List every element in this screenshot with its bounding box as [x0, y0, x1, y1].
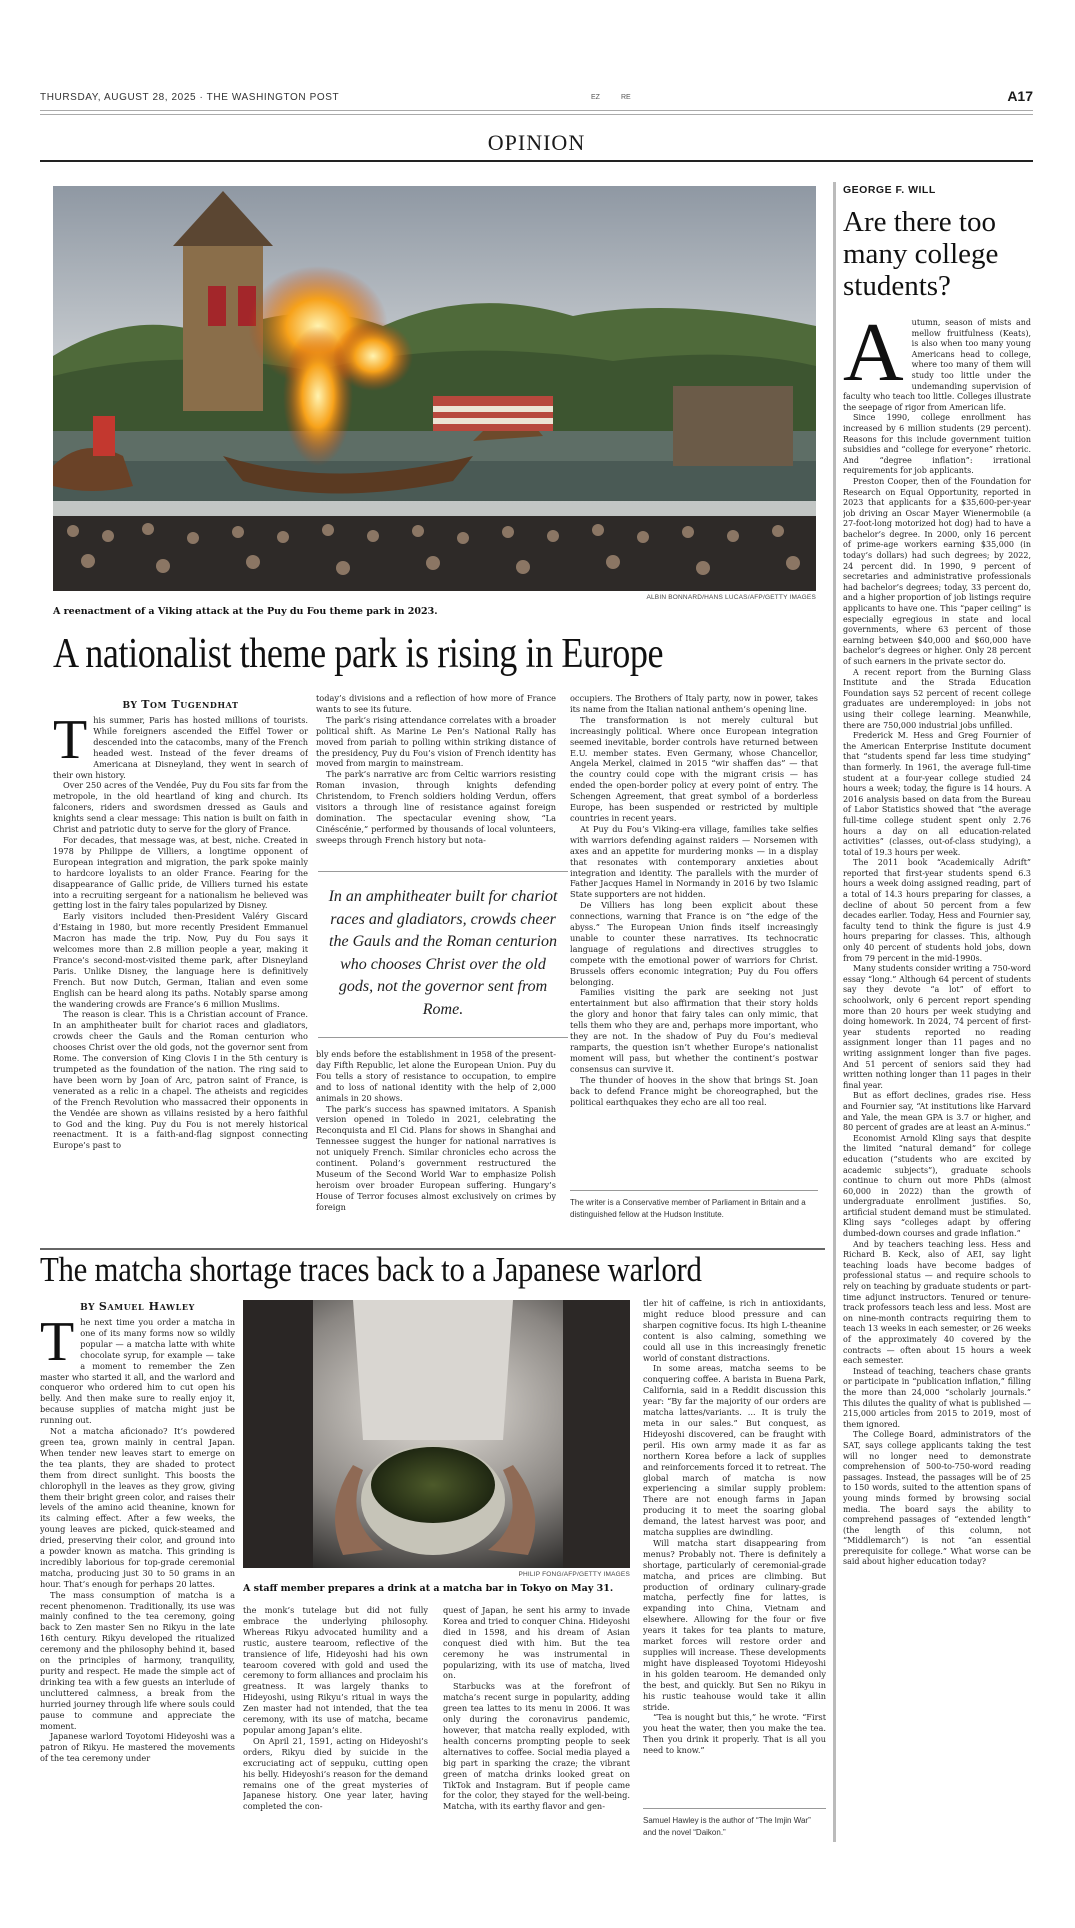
edition-code: EZ: [591, 94, 600, 101]
byline: [53, 698, 308, 711]
paragraph: But as effort declines, grades rise. Hess and Fournier say, “At institutions like Harvard and Yale, the mean GPA is 3.7 or higher, and 80 percent of grades are at least an A-minus.”: [843, 1091, 1031, 1133]
paragraph: quest of Japan, he sent his army to invade Korea and tried to conquer China. Hideyoshi died in 1598, and his dream of Asian conquest died with him. But the tea ceremony he was instrumental in popularizing, with its use of matcha, lived on.: [443, 1605, 630, 1681]
photo-caption: A reenactment of a Viking attack at the Puy du Fou theme park in 2023.: [53, 606, 438, 617]
drop-cap: A: [843, 318, 904, 399]
paragraph: tler hit of caffeine, is rich in antioxidants, might reduce blood pressure and can sharpen cognitive focus. Its high L-theanine content is also calming, something we could all use in this increasingly frenetic world of constant distractions.: [643, 1298, 826, 1363]
paragraph: his summer, Paris has hosted millions of tourists. While foreigners ascended the Eiffel Tower or descended into the catacombs, many of the French headed west. Instead of the fever dreams of Americana at Disneyland, they went in search of their own history.: [53, 715, 308, 780]
paragraph: The reason is clear. This is a Christian account of France. In an amphitheater built for chariot races and gladiators, crowds cheer the Gauls and the Roman centurion who chooses Christ over the old gods, not the governor sent from Rome. The conversion of King Clovis I in the 5th century is trumpeted as the foundation of the nation. The ring said to have been worn by Joan of Arc, patron saint of France, is venerated as a relic in a chapel. The atheists and regicides of the French Revolution who massacred their opponents in the Vendée are shown as villains resisted by a hero faithful to God and the king. Puy du Fou is not merely historical reenactment. It is a faith-and-flag signpost connecting Europe’s past to: [53, 1009, 308, 1151]
section-rule: [40, 160, 1033, 162]
paragraph: Japanese warlord Toyotomi Hideyoshi was a patron of Rikyu. He mastered the movements of the tea ceremony under: [40, 1731, 235, 1764]
photo-illustration: [243, 1300, 630, 1568]
page-number: A17: [1007, 88, 1033, 104]
photo-illustration: [53, 186, 816, 591]
column-headline: Are there too many college students?: [843, 206, 999, 302]
paragraph: Economist Arnold Kling says that despite the limited “natural demand” for college education (“students who are excited by academic subjects”), graduate schools continue to churn out more PhDs (almost 60,000 in 2022) than the growth of undergraduate enrollment justifies. So, artificial student demand must be stimulated. Kling says “colleges adapt by offering dumbed-down courses and grade inflation.”: [843, 1133, 1031, 1239]
byline-prefix: BY: [122, 701, 138, 711]
paragraph: The park’s rising attendance correlates with a broader political shift. As Marine Le Pen’s National Rally has moved from pariah to polling within striking distance of the presidency, Puy du Fou’s vision of French identity has moved from margin to mainstream.: [316, 714, 556, 769]
paragraph: Not a matcha aficionado? It’s powdered green tea, grown mainly in central Japan. When tender new leaves start to emerge on the tea plants, they are shaded to protect them from direct sunlight. This boosts the chlorophyll in the leaves as they grow, giving them their bright green color, and raises their levels of the amino acid theanine, known for its calming effect. After a few weeks, the young leaves are picked, quick-steamed and dried, preserving their color, and ground into a powder known as matcha. This grinding is incredibly laborious for top-grade ceremonial matcha, producing just 30 to 50 grams in an hour. That’s enough for perhaps 20 lattes.: [40, 1426, 235, 1589]
paragraph: The mass consumption of matcha is a recent phenomenon. Traditionally, its use was mainly confined to the tea ceremony, going back to Zen master Sen no Rikyu in the late 16th century. Rikyu developed the ritualized ceremony and the philosophy behind it, based on the principles of harmony, tranquility, purity and respect. He made the simple act of drinking tea with a few guests an interlude of uncluttered calmness, a break from the hurried journey through life where souls could pause to commune and appreciate the moment.: [40, 1589, 235, 1731]
matcha-bowl-photo: [243, 1300, 630, 1568]
pull-quote: In an amphitheater built for chariot races and gladiators, crowds cheer the Gauls and the Roman centurion who chooses Christ over the old gods, not the governor sent from Rome.: [318, 871, 568, 1038]
author-tagline: Samuel Hawley is the author of “The Imjin War” and the novel “Daikon.”: [643, 1808, 826, 1839]
photo-credit: PHILIP FONG/AFP/GETTY IMAGES: [518, 1571, 630, 1578]
article-column: [40, 1317, 235, 1847]
edition-code: RE: [621, 94, 631, 101]
paragraph: bly ends before the establishment in 1958 of the present-day Fifth Republic, let alone the European Union. Puy du Fou tells a story of resistance to occupation, to empire and to loss of national identity with the help of 2,000 animals in 20 shows.: [316, 1049, 556, 1103]
paragraph: De Villiers has long been explicit about these connections, warning that France is on “the edge of the abyss.” The European Union finds itself increasingly unable to counter these narratives. Its technocratic language of regulations and directives struggles to compete with the emotional power of warriors for Christ. Brussels offers economic integration; Puy du Fou offers belonging.: [570, 900, 818, 987]
paragraph: In some areas, matcha seems to be conquering coffee. A barista in Buena Park, California, said in a Reddit discussion this year: “By far the majority of our orders are matcha lattes/variants. ... It is truly the meta in our sales.” But conquest, as Hideyoshi discovered, can be fraught with peril. His own army made it as far as northern Korea before a lack of supplies and reinforcements forced it to retreat. The global march of matcha is now experiencing a similar supply problem: There are not enough farms in Japan producing it to meet the soaring global demand, the latest harvest was poor, and matcha supplies are dwindling.: [643, 1363, 826, 1538]
paragraph: “Tea is nought but this,” he wrote. “First you heat the water, then you make the tea. Then you drink it properly. That is all you need to know.”: [643, 1712, 826, 1756]
photo-credit: ALBIN BONNARD/HANS LUCAS/AFP/GETTY IMAGES: [646, 594, 816, 601]
paragraph: the monk’s tutelage but did not fully embrace the underlying philosophy. Whereas Rikyu advocated humility and a rustic, austere tearoom, reflective of the transience of life, Hideyoshi had his own tearoom covered with gold and used the ceremony to form alliances and proclaim his greatness. It was largely thanks to Hideyoshi, using Rikyu’s ritual in ways the Zen master had not intended, that the tea ceremony, with its use of matcha, became popular among Japan’s elite.: [243, 1605, 428, 1735]
paragraph: For decades, that message was, at best, niche. Created in 1978 by Philippe de Villiers, a longtime opponent of European integration and migration, the park spoke mainly to hardcore loyalists to an older France. Fearing for the disappearance of Gallic pride, de Villiers turned his estate into a recruiting sergeant for a nationalism he believed was getting lost in the fairy tales popularized by Disney.: [53, 834, 308, 911]
byline-name: Samuel Hawley: [98, 1300, 195, 1313]
paragraph: Early visitors included then-President Valéry Giscard d’Estaing in 1980, but more recently President Emmanuel Macron has made the trip. Now, Puy du Fou says it welcomes more than 2.8 million people a year, making it France’s second-most-visited theme park, after Disneyland Paris. Unlike Disney, the language here is definitively French. But now Dutch, German, Italian and even some English can be heard along its paths. Notably sparse among the wandering crowds are France’s 6 million Muslims.: [53, 911, 308, 1009]
paragraph: Preston Cooper, then of the Foundation for Research on Equal Opportunity, reported in 2023 that applicants for a $35,600-per-year job driving an Oscar Mayer Wienermobile (a 27-foot-long motorized hot dog) had to have a bachelor’s degree. In 2000, only 16 percent of prime-age workers earning $35,000 (in today’s dollars) had such degrees; by 2022, 24 percent did. In 1990, 9 percent of secretaries and administrative professionals had bachelor’s degrees; today, 33 percent do, and a higher proportion of job listings require applicants to have one. This “paper ceiling” is especially egregious in state and local governments, where 63 percent of those earning between $40,000 and $60,000 have bachelor’s degrees or higher. Only 28 percent of such earners in the private sector do.: [843, 476, 1031, 666]
paragraph: Will matcha start disappearing from menus? Probably not. There is definitely a shortage, particularly of ceremonial-grade matcha, and prices are climbing. But production of ordinary culinary-grade matcha, perfectly fine for lattes, is expanding into China, Vietnam and elsewhere. Allowing for the four or five years it takes for tea plants to mature, market forces will restore order and supplies will increase. These developments might have displeased Toyotomi Hideyoshi in his golden tearoom. He demanded only the best, and quickly. But Sen no Rikyu in his rustic teahouse would take it allin stride.: [643, 1537, 826, 1712]
paragraph: occupiers. The Brothers of Italy party, now in power, takes its name from the Italian national anthem’s opening line.: [570, 693, 818, 714]
article-headline: A nationalist theme park is rising in Europe: [53, 631, 664, 677]
paragraph: At Puy du Fou’s Viking-era village, families take selfies with warriors defending against raiders — Norsemen with axes and an appetite for murdering monks — in a display that resonates with contemporary anxieties about integration and identity. The parallels with the murder of Father Jacques Hamel in Normandy in 2016 by two Islamic State supporters are not hidden.: [570, 823, 818, 900]
masthead-double-rule: [40, 110, 1033, 115]
article-column: [570, 693, 818, 1203]
drop-cap: T: [53, 715, 88, 771]
paragraph: The transformation is not merely cultural but increasingly political. Where once European integration seemed inevitable, border controls have returned between E.U. member states. Even Germany, whose Chancellor, Angela Merkel, claimed in 2015 “wir shaffen das” — that the country could cope with the migrant crisis — has ended the open-border policy at every point of entry. The Schengen Agreement, that great symbol of a borderless Europe, has been suspended or restricted by multiple countries in recent years.: [570, 714, 818, 823]
author-tagline: The writer is a Conservative member of Parliament in Britain and a distinguished fellow at the Hudson Institute.: [570, 1190, 818, 1221]
article-column: [53, 715, 308, 1242]
paragraph: Starbucks was at the forefront of matcha’s recent surge in popularity, adding green tea lattes to its menu in 2006. It was only during the coronavirus pandemic, however, that matcha really exploded, with health concerns prompting people to seek alternatives to coffee. Social media played a big part in sparking the craze; the vibrant green of matcha drinks looked great on TikTok and Instagram. But if people came for the color, they stayed for the well-being. Matcha, with its earthy flavor and gen-: [443, 1681, 630, 1812]
byline-name: Tom Tugendhat: [141, 698, 239, 711]
paragraph: On April 21, 1591, acting on Hideyoshi’s orders, Rikyu died by suicide in the excruciating act of seppuku, cutting open his belly. Hideyoshi’s reason for the demand remains one of the great mysteries of Japanese history. One year later, having completed the con-: [243, 1735, 428, 1812]
article-headline: The matcha shortage traces back to a Japanese warlord: [40, 1250, 702, 1289]
paragraph: Over 250 acres of the Vendée, Puy du Fou sits far from the metropole, in the old heartland of king and church. Its falconers, riders and swordsmen dressed as Gauls and knights send a clear message: This nation is built on faith in Christ and patriotic duty to serve for the glory of France.: [53, 780, 308, 835]
paragraph: And by teachers teaching less. Hess and Richard B. Keck, also of AEI, say light teaching loads have become badges of professional status — and require schools to rely on teaching by graduate students or part-time adjunct instructors. Tenured or tenure-track professors teach less and less. Most are on nine-month contracts requiring them to teach 13 weeks in each semester, or 26 weeks of the approximately 40 covered by the contracts — often about 15 hours a week each semester.: [843, 1239, 1031, 1366]
viking-reenactment-photo: [53, 186, 816, 591]
paragraph: The thunder of hooves in the show that brings St. Joan back to defend France might be choreographed, but the political earthquakes they echo are all too real.: [570, 1074, 818, 1107]
article-column: [316, 1049, 556, 1239]
paragraph: The 2011 book “Academically Adrift” reported that first-year students spend 6.3 hours a week doing assigned reading, part of a total of 14.3 hours preparing for classes, a decline of about 50 percent from a few decades earlier. Today, Hess and Fournier say, faculty tend to think the figure is just 4.9 hours preparing for classes. This, although only 40 percent of students hold jobs, down from 79 percent in the mid-1990s.: [843, 858, 1031, 963]
paragraph: he next time you order a matcha in one of its many forms now so wildly popular — a matcha latte with white chocolate syrup, for example — take a moment to remember the Zen master who started it all, and the warlord and conqueror who ordered him to cut open his belly. And then make sure to really enjoy it, because supplies of matcha might just be running out.: [40, 1317, 235, 1426]
section-title: OPINION: [487, 130, 586, 155]
article-column: [643, 1298, 826, 1803]
column-divider: [833, 182, 836, 1842]
byline-prefix: BY: [80, 1303, 96, 1313]
byline: [40, 1300, 235, 1313]
column-body: [843, 318, 1031, 1838]
paragraph: Many students consider writing a 750-word essay “long.” Although 64 percent of students say they devote “a lot” of effort to schoolwork, only 6 percent report spending more than 20 hours per week studying and doing homework. In 2024, 74 percent of first-year students reported no reading assignment longer than 11 pages and no writing assignment longer than five pages. And 51 percent of seniors said they had written nothing longer than 11 pages in their final year.: [843, 964, 1031, 1090]
paragraph: Instead of teaching, teachers chase grants or participate in “publication inflation,” filling the more than 24,000 “scholarly journals.” This dilutes the quality of what is published — 215,000 articles from 2015 to 2019, most of them ignored.: [843, 1366, 1031, 1429]
columnist-name: GEORGE F. WILL: [843, 184, 936, 196]
paragraph: The park’s success has spawned imitators. A Spanish version opened in Toledo in 2021, celebrating the Reconquista and El Cid. Plans for shows in Shanghai and Tennessee suggest the hunger for national narratives is not uniquely French. Similar chronicles echo across the continent. Poland’s government restructured the Museum of the Second World War to emphasize Polish heroism over broader European suffering. Hungary’s House of Terror focuses almost exclusively on crimes by foreign: [316, 1103, 556, 1212]
paragraph: A recent report from the Burning Glass Institute and the Strada Education Foundation says 52 percent of recent college graduates are underemployed: in jobs not using their college learning. Meanwhile, there are 750,000 industrial jobs unfilled.: [843, 667, 1031, 730]
paragraph: today’s divisions and a reflection of how more of France wants to see its future.: [316, 693, 556, 714]
drop-cap: T: [40, 1317, 75, 1373]
paragraph: utumn, season of mists and mellow fruitfulness (Keats), is also when too many young Americans head to college, where too many of them will study too little under the undemanding supervision of faculty who teach too little. Colleges illustrate the seepage of rigor from American life.: [843, 318, 1031, 412]
article-column: [243, 1605, 428, 1847]
article-column: [443, 1605, 630, 1847]
paragraph: Families visiting the park are seeking not just entertainment but also affirmation that their story holds the glory and honor that fairy tales can only mimic, that tells them who they are and, perhaps more important, who they are not. In the shadow of Puy du Fou’s medieval ramparts, the question isn’t whether Europe’s nationalist moment will pass, but whether the continent’s postwar consensus can survive it.: [570, 987, 818, 1074]
photo-caption: A staff member prepares a drink at a matcha bar in Tokyo on May 31.: [243, 1583, 614, 1594]
paragraph: The College Board, administrators of the SAT, says college applicants taking the test will no longer need to demonstrate comprehension of 500-to-750-word reading passages. Instead, the passages will be of 25 to 150 words, suited to the attention spans of young minds formed by browsing social media. The board says the ability to comprehend passages of “extended length” (the length of this column, not “Middlemarch”) is not “an essential prerequisite for college.” What worse can be said about higher education today?: [843, 1430, 1031, 1567]
page-folio: THURSDAY, AUGUST 28, 2025 · THE WASHINGTON POST: [40, 92, 340, 103]
paragraph: Frederick M. Hess and Greg Fournier of the American Enterprise Institute document that “students spend far less time studying” than formerly. In 1961, the average full-time student at a four-year college studied 24 hours a week; today, the figure is 14 hours. A 2016 analysis based on data from the Bureau of Labor Statistics showed that “the average full-time college student spent only 2.76 hours a day on all education-related activities” (classes, out-of-class studying), a total of 19.3 hours per week.: [843, 731, 1031, 857]
article-column: [316, 693, 556, 865]
paragraph: The park’s narrative arc from Celtic warriors resisting Roman invasion, through knights defending Christendom, to French soldiers holding Verdun, offers visitors a through line of resistance against foreign domination. The spectacular evening show, “La Cinéscénie,” performed by thousands of local volunteers, sweeps through French history but nota-: [316, 769, 556, 845]
paragraph: Since 1990, college enrollment has increased by 6 million students (29 percent). Reasons for this include government tuition subsidies and “college for everyone” rhetoric. And “degree inflation”: irrational requirements for job applicants.: [843, 413, 1031, 476]
